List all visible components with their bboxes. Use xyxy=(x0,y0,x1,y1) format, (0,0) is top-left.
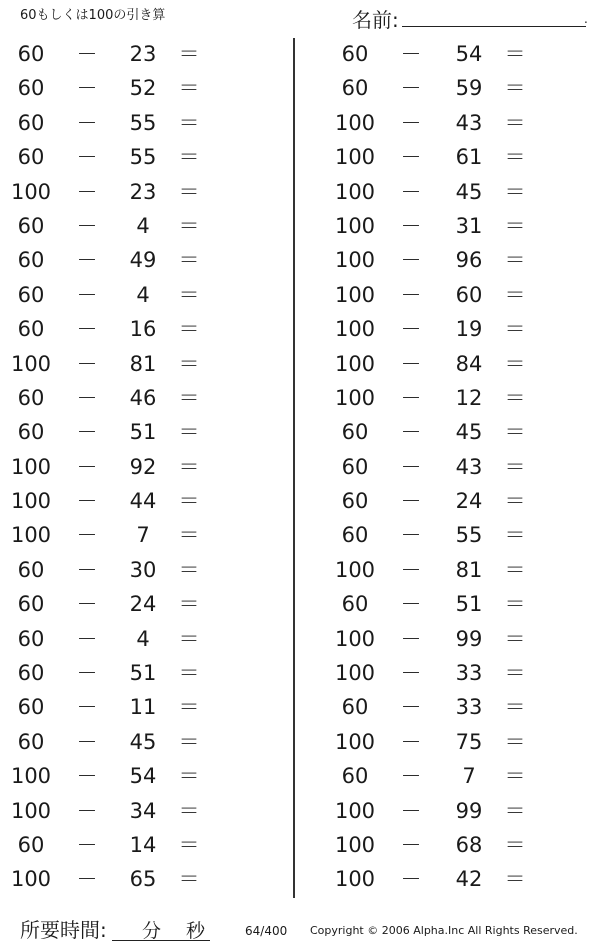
minus-sign: － xyxy=(400,213,422,238)
problem-row xyxy=(0,759,240,793)
equals-sign: ＝ xyxy=(504,42,526,66)
subtrahend: 51 xyxy=(129,420,157,445)
minuend: 60 xyxy=(341,489,369,514)
problem-row xyxy=(324,794,564,828)
problem-row xyxy=(0,209,240,243)
minuend: 60 xyxy=(17,282,45,307)
minus-sign: － xyxy=(400,282,422,307)
minuend: 60 xyxy=(17,76,45,101)
problem-row xyxy=(0,278,240,312)
minuend: 60 xyxy=(17,385,45,410)
subtrahend: 99 xyxy=(455,798,483,823)
subtrahend: 61 xyxy=(455,145,483,170)
minuend: 100 xyxy=(10,523,52,548)
problem-row xyxy=(324,656,564,690)
minuend: 100 xyxy=(334,317,376,342)
subtrahend: 4 xyxy=(136,213,150,238)
minuend: 100 xyxy=(334,385,376,410)
problem-row xyxy=(324,415,564,449)
minuend: 100 xyxy=(10,179,52,204)
problem-row xyxy=(0,828,240,862)
problem-row xyxy=(324,828,564,862)
equals-sign: ＝ xyxy=(504,213,526,238)
minus-sign: － xyxy=(76,42,98,66)
minuend: 60 xyxy=(17,110,45,135)
equals-sign: ＝ xyxy=(178,626,200,651)
minuend: 100 xyxy=(10,764,52,789)
subtrahend: 60 xyxy=(455,282,483,307)
minus-sign: － xyxy=(400,248,422,273)
minuend: 60 xyxy=(341,76,369,101)
problem-row xyxy=(324,312,564,346)
problem-row xyxy=(324,759,564,793)
equals-sign: ＝ xyxy=(504,76,526,101)
equals-sign: ＝ xyxy=(178,661,200,686)
footer xyxy=(0,910,600,944)
copyright-notice: Copyright © 2006 Alpha.Inc All Rights Reserved. xyxy=(310,924,578,937)
subtrahend: 7 xyxy=(462,764,476,789)
subtrahend: 46 xyxy=(129,385,157,410)
subtrahend: 43 xyxy=(455,110,483,135)
equals-sign: ＝ xyxy=(178,282,200,307)
subtrahend: 84 xyxy=(455,351,483,376)
minuend: 60 xyxy=(17,420,45,445)
equals-sign: ＝ xyxy=(504,110,526,135)
subtrahend: 75 xyxy=(455,729,483,754)
minus-sign: － xyxy=(76,351,98,376)
worksheet-title: 60もしくは100の引き算 xyxy=(20,8,166,23)
problem-row xyxy=(0,484,240,518)
minus-sign: － xyxy=(400,798,422,823)
minuend: 100 xyxy=(334,867,376,892)
minus-sign: － xyxy=(400,76,422,101)
equals-sign: ＝ xyxy=(178,592,200,617)
problem-row xyxy=(0,415,240,449)
equals-sign: ＝ xyxy=(178,42,200,66)
equals-sign: ＝ xyxy=(504,351,526,376)
equals-sign: ＝ xyxy=(504,867,526,892)
minus-sign: － xyxy=(400,867,422,892)
problem-row xyxy=(324,622,564,656)
subtrahend: 96 xyxy=(455,248,483,273)
subtrahend: 54 xyxy=(129,764,157,789)
minus-sign: － xyxy=(400,695,422,720)
problem-row xyxy=(0,518,240,552)
equals-sign: ＝ xyxy=(178,557,200,582)
equals-sign: ＝ xyxy=(504,695,526,720)
equals-sign: ＝ xyxy=(178,420,200,445)
minus-sign: － xyxy=(76,661,98,686)
subtrahend: 55 xyxy=(129,145,157,170)
problem-row xyxy=(324,37,564,71)
equals-sign: ＝ xyxy=(178,798,200,823)
minus-sign: － xyxy=(400,626,422,651)
minuend: 60 xyxy=(17,729,45,754)
page-counter: 64/400 xyxy=(245,924,288,938)
subtrahend: 24 xyxy=(455,489,483,514)
minus-sign: － xyxy=(400,385,422,410)
minus-sign: － xyxy=(76,76,98,101)
problem-column-left xyxy=(0,37,240,897)
minus-sign: － xyxy=(76,695,98,720)
minuend: 60 xyxy=(341,523,369,548)
minus-sign: － xyxy=(400,454,422,479)
subtrahend: 31 xyxy=(455,213,483,238)
equals-sign: ＝ xyxy=(178,764,200,789)
seconds-unit: 秒 xyxy=(186,920,206,942)
minus-sign: － xyxy=(76,179,98,204)
subtrahend: 45 xyxy=(129,729,157,754)
subtrahend: 99 xyxy=(455,626,483,651)
equals-sign: ＝ xyxy=(178,351,200,376)
subtrahend: 19 xyxy=(455,317,483,342)
equals-sign: ＝ xyxy=(504,661,526,686)
minus-sign: － xyxy=(76,420,98,445)
problem-row xyxy=(0,450,240,484)
minus-sign: － xyxy=(400,832,422,857)
problem-row xyxy=(324,862,564,896)
minuend: 60 xyxy=(17,42,45,66)
minuend: 100 xyxy=(334,729,376,754)
equals-sign: ＝ xyxy=(504,454,526,479)
equals-sign: ＝ xyxy=(178,213,200,238)
minus-sign: － xyxy=(76,592,98,617)
minuend: 60 xyxy=(341,454,369,479)
subtrahend: 49 xyxy=(129,248,157,273)
subtrahend: 23 xyxy=(129,179,157,204)
subtrahend: 12 xyxy=(455,385,483,410)
subtrahend: 68 xyxy=(455,832,483,857)
problem-row xyxy=(0,656,240,690)
subtrahend: 34 xyxy=(129,798,157,823)
minuend: 100 xyxy=(334,282,376,307)
minus-sign: － xyxy=(76,248,98,273)
minus-sign: － xyxy=(400,317,422,342)
subtrahend: 4 xyxy=(136,626,150,651)
minus-sign: － xyxy=(76,764,98,789)
minuend: 100 xyxy=(10,798,52,823)
problem-row xyxy=(324,725,564,759)
subtrahend: 54 xyxy=(455,42,483,66)
minus-sign: － xyxy=(400,764,422,789)
subtrahend: 14 xyxy=(129,832,157,857)
equals-sign: ＝ xyxy=(504,557,526,582)
minus-sign: － xyxy=(76,110,98,135)
equals-sign: ＝ xyxy=(504,592,526,617)
subtrahend: 43 xyxy=(455,454,483,479)
equals-sign: ＝ xyxy=(178,145,200,170)
equals-sign: ＝ xyxy=(178,385,200,410)
equals-sign: ＝ xyxy=(504,798,526,823)
equals-sign: ＝ xyxy=(504,248,526,273)
minuend: 60 xyxy=(341,42,369,66)
equals-sign: ＝ xyxy=(178,76,200,101)
subtrahend: 33 xyxy=(455,661,483,686)
equals-sign: ＝ xyxy=(504,832,526,857)
problem-row xyxy=(324,690,564,724)
minus-sign: － xyxy=(400,523,422,548)
minus-sign: － xyxy=(400,179,422,204)
subtrahend: 16 xyxy=(129,317,157,342)
minuend: 100 xyxy=(334,110,376,135)
minuend: 100 xyxy=(10,867,52,892)
minus-sign: － xyxy=(76,317,98,342)
minus-sign: － xyxy=(400,42,422,66)
problem-row xyxy=(324,347,564,381)
minuend: 60 xyxy=(341,695,369,720)
problem-row xyxy=(0,140,240,174)
problem-row xyxy=(324,140,564,174)
column-divider xyxy=(293,38,295,898)
problem-row xyxy=(324,278,564,312)
equals-sign: ＝ xyxy=(178,489,200,514)
minuend: 100 xyxy=(334,661,376,686)
minuend: 60 xyxy=(341,420,369,445)
subtrahend: 33 xyxy=(455,695,483,720)
minuend: 100 xyxy=(10,351,52,376)
subtrahend: 92 xyxy=(129,454,157,479)
equals-sign: ＝ xyxy=(504,489,526,514)
subtrahend: 45 xyxy=(455,420,483,445)
minuend: 100 xyxy=(334,832,376,857)
problem-column-right xyxy=(324,37,564,897)
minus-sign: － xyxy=(400,489,422,514)
minuend: 100 xyxy=(10,454,52,479)
problem-row xyxy=(0,553,240,587)
equals-sign: ＝ xyxy=(504,385,526,410)
name-line-end-dot: . xyxy=(584,12,588,26)
minus-sign: － xyxy=(400,110,422,135)
minus-sign: － xyxy=(76,489,98,514)
minuend: 60 xyxy=(341,592,369,617)
minuend: 100 xyxy=(334,213,376,238)
subtrahend: 81 xyxy=(129,351,157,376)
time-taken-label: 所要時間: xyxy=(20,918,107,942)
problem-row xyxy=(324,484,564,518)
problem-row xyxy=(0,622,240,656)
equals-sign: ＝ xyxy=(178,729,200,754)
equals-sign: ＝ xyxy=(178,832,200,857)
minus-sign: － xyxy=(76,385,98,410)
equals-sign: ＝ xyxy=(178,454,200,479)
minuend: 60 xyxy=(17,661,45,686)
minus-sign: － xyxy=(76,729,98,754)
subtrahend: 30 xyxy=(129,557,157,582)
name-underline[interactable] xyxy=(402,26,586,27)
equals-sign: ＝ xyxy=(504,523,526,548)
subtrahend: 7 xyxy=(136,523,150,548)
minuend: 60 xyxy=(17,626,45,651)
minuend: 60 xyxy=(17,695,45,720)
minus-sign: － xyxy=(76,454,98,479)
problem-row xyxy=(0,794,240,828)
problem-row xyxy=(324,553,564,587)
minus-sign: － xyxy=(400,351,422,376)
problem-row xyxy=(0,175,240,209)
equals-sign: ＝ xyxy=(504,282,526,307)
minus-sign: － xyxy=(400,145,422,170)
problem-row xyxy=(0,862,240,896)
name-field[interactable] xyxy=(352,4,588,30)
problem-row xyxy=(324,175,564,209)
equals-sign: ＝ xyxy=(178,523,200,548)
equals-sign: ＝ xyxy=(504,420,526,445)
minus-sign: － xyxy=(76,523,98,548)
subtrahend: 59 xyxy=(455,76,483,101)
problem-row xyxy=(0,106,240,140)
equals-sign: ＝ xyxy=(178,867,200,892)
subtrahend: 51 xyxy=(455,592,483,617)
minuend: 100 xyxy=(334,351,376,376)
minus-sign: － xyxy=(400,420,422,445)
equals-sign: ＝ xyxy=(504,317,526,342)
subtrahend: 42 xyxy=(455,867,483,892)
equals-sign: ＝ xyxy=(504,626,526,651)
equals-sign: ＝ xyxy=(504,145,526,170)
problem-row xyxy=(324,381,564,415)
minus-sign: － xyxy=(400,592,422,617)
minus-sign: － xyxy=(76,145,98,170)
minuend: 60 xyxy=(17,557,45,582)
equals-sign: ＝ xyxy=(178,179,200,204)
problem-row xyxy=(324,106,564,140)
subtrahend: 24 xyxy=(129,592,157,617)
equals-sign: ＝ xyxy=(178,317,200,342)
minuend: 60 xyxy=(17,248,45,273)
subtrahend: 45 xyxy=(455,179,483,204)
problem-row xyxy=(0,725,240,759)
subtrahend: 52 xyxy=(129,76,157,101)
equals-sign: ＝ xyxy=(178,695,200,720)
minuend: 100 xyxy=(334,179,376,204)
minuend: 60 xyxy=(17,145,45,170)
name-label: 名前: xyxy=(352,8,399,32)
problem-row xyxy=(0,690,240,724)
minus-sign: － xyxy=(76,798,98,823)
minus-sign: － xyxy=(400,661,422,686)
minus-sign: － xyxy=(76,213,98,238)
minus-sign: － xyxy=(76,626,98,651)
problem-row xyxy=(324,209,564,243)
minuend: 100 xyxy=(334,248,376,273)
problem-row xyxy=(0,312,240,346)
problem-row xyxy=(0,243,240,277)
equals-sign: ＝ xyxy=(178,248,200,273)
subtrahend: 44 xyxy=(129,489,157,514)
subtrahend: 51 xyxy=(129,661,157,686)
subtrahend: 11 xyxy=(129,695,157,720)
minuend: 60 xyxy=(17,213,45,238)
subtrahend: 55 xyxy=(455,523,483,548)
minus-sign: － xyxy=(400,557,422,582)
minuend: 60 xyxy=(17,317,45,342)
problem-row xyxy=(0,37,240,71)
problem-row xyxy=(324,450,564,484)
subtrahend: 4 xyxy=(136,282,150,307)
problem-row xyxy=(324,518,564,552)
problem-row xyxy=(0,347,240,381)
minuend: 100 xyxy=(334,557,376,582)
minus-sign: － xyxy=(400,729,422,754)
subtrahend: 65 xyxy=(129,867,157,892)
minus-sign: － xyxy=(76,282,98,307)
subtrahend: 81 xyxy=(455,557,483,582)
minuend: 100 xyxy=(334,145,376,170)
equals-sign: ＝ xyxy=(504,764,526,789)
subtrahend: 55 xyxy=(129,110,157,135)
minutes-unit: 分 xyxy=(142,920,162,942)
problem-row xyxy=(0,381,240,415)
problem-row xyxy=(324,71,564,105)
problem-row xyxy=(324,243,564,277)
equals-sign: ＝ xyxy=(504,179,526,204)
minuend: 100 xyxy=(334,798,376,823)
minus-sign: － xyxy=(76,832,98,857)
minuend: 60 xyxy=(341,764,369,789)
minus-sign: － xyxy=(76,557,98,582)
subtrahend: 23 xyxy=(129,42,157,66)
problem-row xyxy=(0,587,240,621)
problem-row xyxy=(0,71,240,105)
equals-sign: ＝ xyxy=(178,110,200,135)
minuend: 60 xyxy=(17,592,45,617)
minuend: 100 xyxy=(10,489,52,514)
problem-row xyxy=(324,587,564,621)
equals-sign: ＝ xyxy=(504,729,526,754)
minus-sign: － xyxy=(76,867,98,892)
minuend: 100 xyxy=(334,626,376,651)
minuend: 60 xyxy=(17,832,45,857)
